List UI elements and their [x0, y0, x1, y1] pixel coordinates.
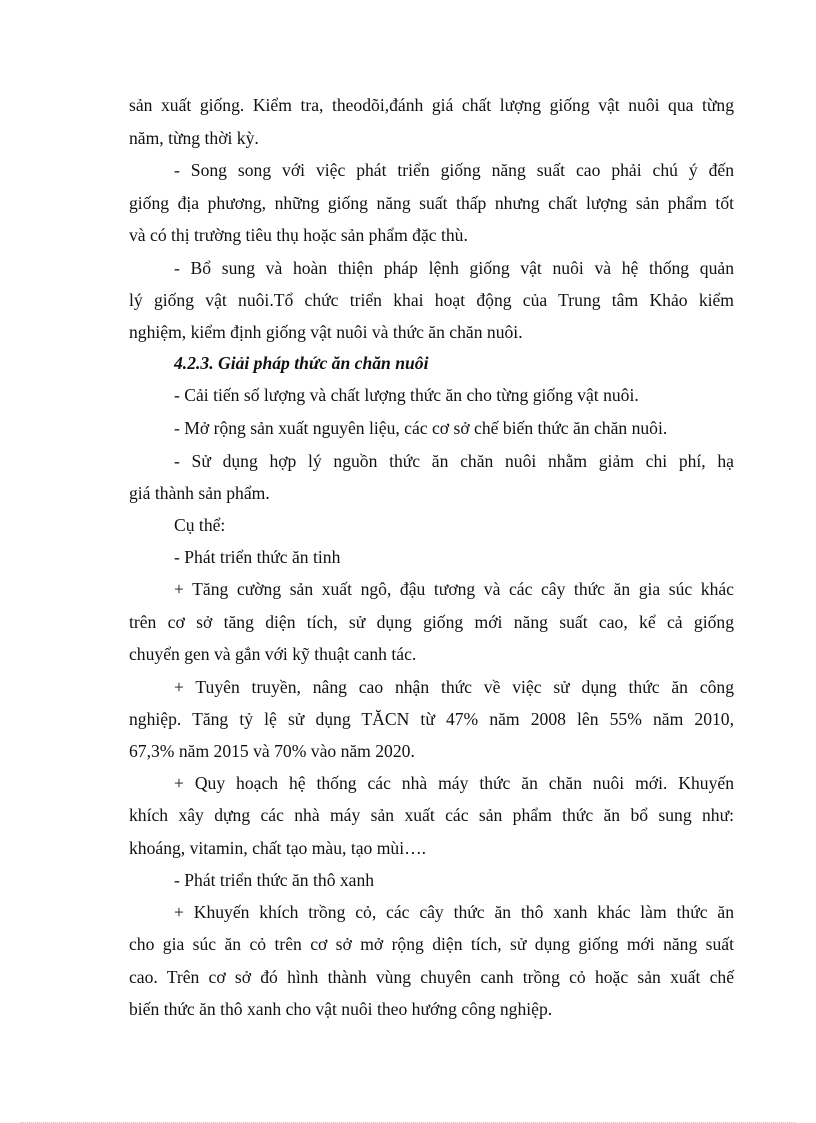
paragraph-line: sản xuất giống. Kiểm tra, theodõi,đánh giá chất lượng giống vật nuôi qua từng: [129, 95, 734, 115]
paragraph-line: + Tuyên truyền, nâng cao nhận thức về việc sử dụng thức ăn công: [174, 677, 734, 697]
paragraph-line: cho gia súc ăn cỏ trên cơ sở mở rộng diện tích, sử dụng giống mới năng suất: [129, 934, 734, 954]
paragraph-line: chuyển gen và gắn với kỹ thuật canh tác.: [129, 644, 417, 664]
paragraph-line: lý giống vật nuôi.Tổ chức triển khai hoạt động của Trung tâm Khảo kiểm: [129, 290, 734, 310]
paragraph-line: - Song song với việc phát triển giống năng suất cao phải chú ý đến: [174, 160, 734, 180]
paragraph-line: khích xây dựng các nhà máy sản xuất các sản phẩm thức ăn bổ sung như:: [129, 805, 734, 825]
paragraph-line: - Phát triển thức ăn thô xanh: [174, 870, 375, 890]
paragraph-line: khoáng, vitamin, chất tạo màu, tạo mùi….: [129, 838, 427, 858]
paragraph-line: 67,3% năm 2015 và 70% vào năm 2020.: [129, 741, 415, 761]
paragraph-line: nghiệp. Tăng tỷ lệ sử dụng TĂCN từ 47% năm 2008 lên 55% năm 2010,: [129, 709, 734, 729]
paragraph-line: - Cải tiến số lượng và chất lượng thức ăn cho từng giống vật nuôi.: [174, 385, 639, 405]
paragraph-line: - Bổ sung và hoàn thiện pháp lệnh giống vật nuôi và hệ thống quản: [174, 258, 734, 278]
paragraph-line: cao. Trên cơ sở đó hình thành vùng chuyên canh trồng cỏ hoặc sản xuất chế: [129, 967, 734, 987]
paragraph-line: - Mở rộng sản xuất nguyên liệu, các cơ sở chế biến thức ăn chăn nuôi.: [174, 418, 668, 438]
paragraph-line: giá thành sản phẩm.: [129, 483, 270, 503]
paragraph-line: - Sử dụng hợp lý nguồn thức ăn chăn nuôi nhằm giảm chi phí, hạ: [174, 451, 734, 471]
paragraph-line: nghiệm, kiểm định giống vật nuôi và thức ăn chăn nuôi.: [129, 322, 523, 342]
paragraph-line: + Quy hoạch hệ thống các nhà máy thức ăn chăn nuôi mới. Khuyến: [174, 773, 734, 793]
paragraph-line: và có thị trường tiêu thụ hoặc sản phẩm đặc thù.: [129, 225, 468, 245]
paragraph-line: + Khuyến khích trồng cỏ, các cây thức ăn thô xanh khác làm thức ăn: [174, 902, 734, 922]
paragraph-line: Cụ thể:: [174, 515, 226, 535]
paragraph-line: năm, từng thời kỳ.: [129, 128, 259, 148]
section-heading: 4.2.3. Giải pháp thức ăn chăn nuôi: [174, 353, 429, 373]
paragraph-line: trên cơ sở tăng diện tích, sử dụng giống mới năng suất cao, kể cả giống: [129, 612, 734, 632]
paragraph-line: biến thức ăn thô xanh cho vật nuôi theo hướng công nghiệp.: [129, 999, 553, 1019]
paragraph-line: + Tăng cường sản xuất ngô, đậu tương và các cây thức ăn gia súc khác: [174, 579, 734, 599]
paragraph-line: - Phát triển thức ăn tinh: [174, 547, 341, 567]
paragraph-line: giống địa phương, những giống năng suất thấp nhưng chất lượng sản phẩm tốt: [129, 193, 734, 213]
